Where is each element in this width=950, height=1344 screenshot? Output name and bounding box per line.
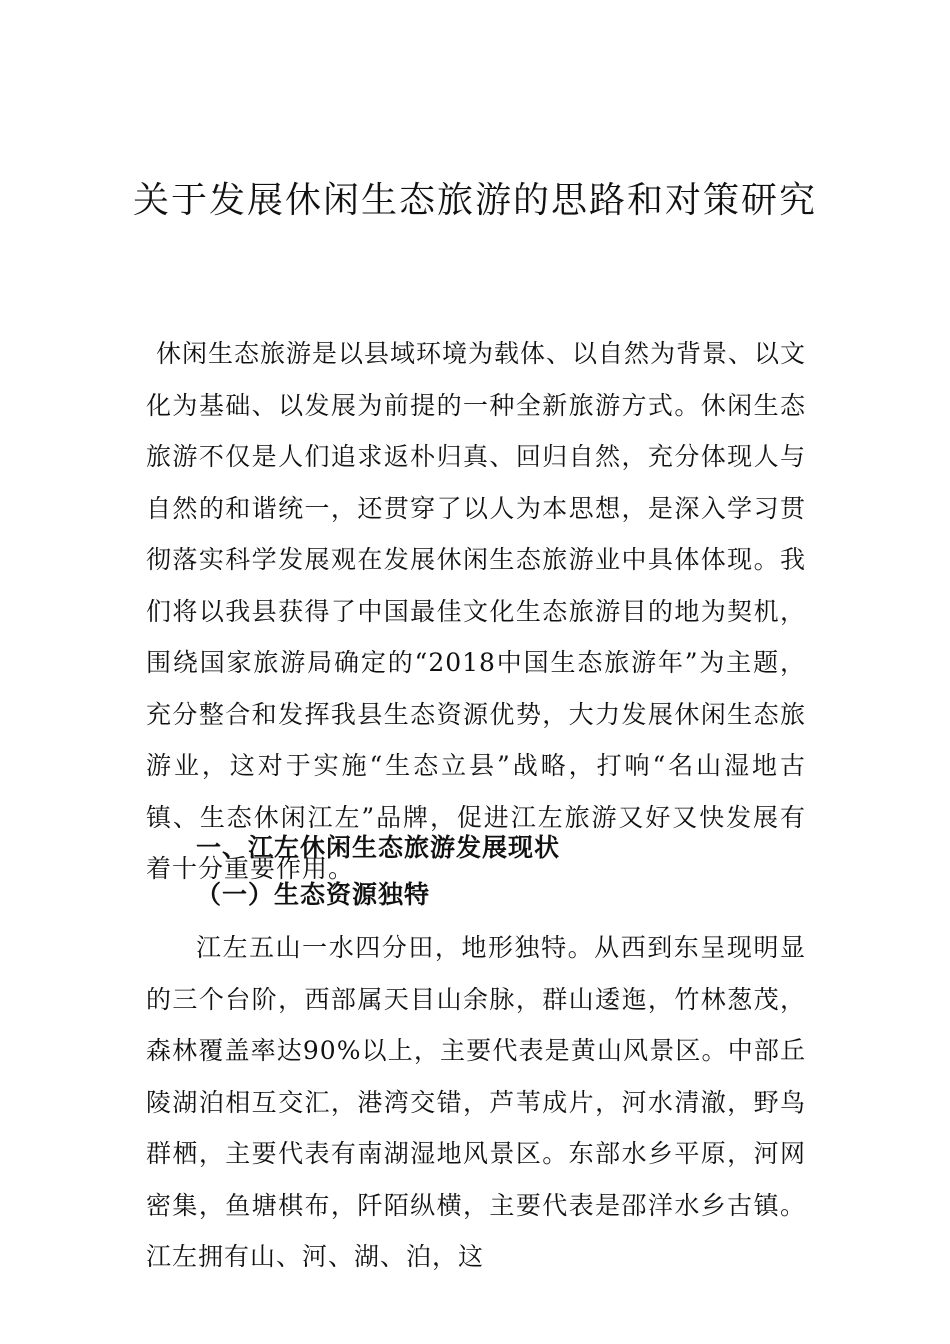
section-heading: 一、江左休闲生态旅游发展现状 <box>196 833 561 862</box>
intro-paragraph: 休闲生态旅游是以县域环境为载体、以自然为背景、以文化为基础、以发展为前提的一种全新旅游方式。休闲生态旅游不仅是人们追求返朴归真、回归自然，充分体现人与自然的和谐统一，还贯穿了以人为本思想，是深入学习贯彻落实科学发展观在发展休闲生态旅游业中具体体现。我们将以我县获得了中国最佳文化生态旅游目的地为契机，围绕国家旅游局确定的“2018中国生态旅游年”为主题，充分整合和发挥我县生态资源优势，大力发展休闲生态旅游业，这对于实施“生态立县”战略，打响“名山湿地古镇、生态休闲江左”品牌，促进江左旅游又好又快发展有着十分重要作用。 <box>146 339 807 883</box>
subsection-heading: （一）生态资源独特 <box>196 880 431 909</box>
document-title: 关于发展休闲生态旅游的思路和对策研究 <box>132 180 817 221</box>
section-paragraph: 江左五山一水四分田，地形独特。从西到东呈现明显的三个台阶，西部属天目山余脉，群山逶迤，竹林葱茂，森林覆盖率达90%以上，主要代表是黄山风景区。中部丘陵湖泊相互交汇，港湾交错，芦苇成片，河水清澈，野鸟群栖，主要代表有南湖湿地风景区。东部水乡平原，河网密集，鱼塘棋布，阡陌纵横，主要代表是邵洋水乡古镇。江左拥有山、河、湖、泊，这 <box>146 933 806 1271</box>
